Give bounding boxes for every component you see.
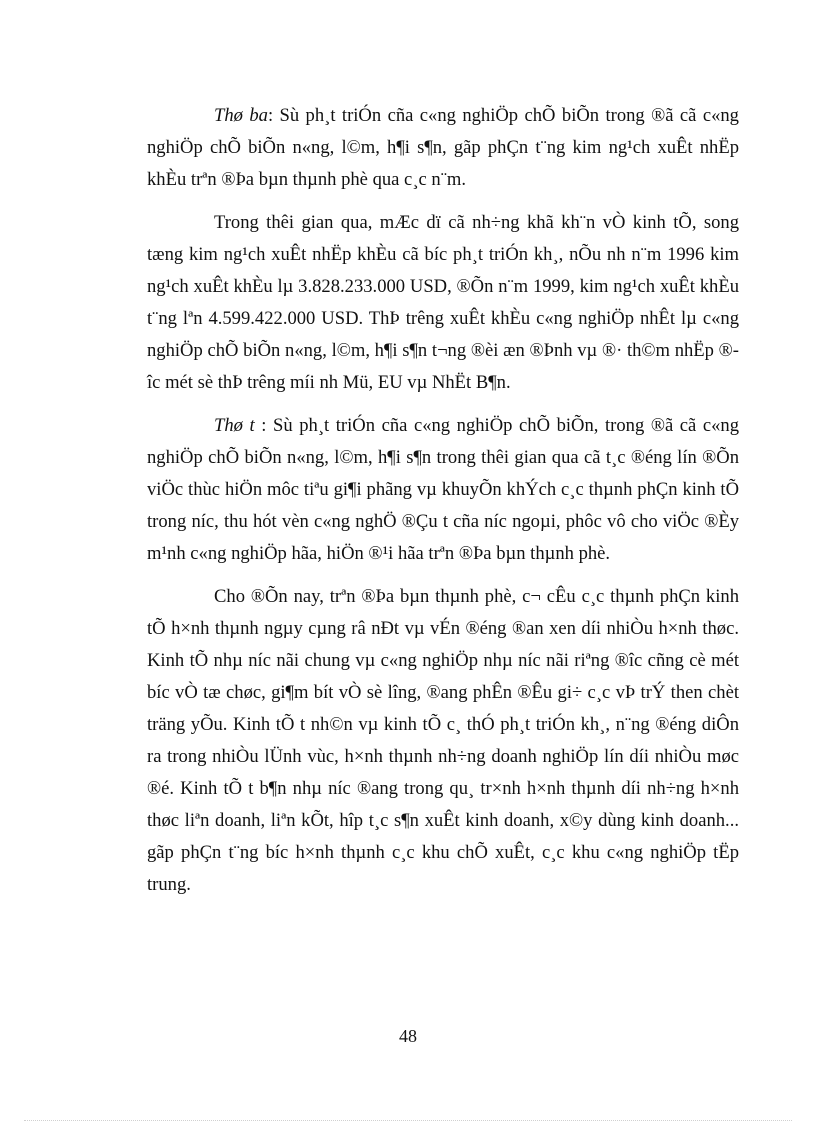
paragraph-2-text: Trong thêi gian qua, mÆc dï cã nh÷ng khã kh¨n vÒ kinh tÕ, song tæng kim ng¹ch xuÊt nhËp khÈu cã bíc ph¸t triÓn kh¸, nÕu nh n¨m 1996 kim ng¹ch xuÊt khÈu lµ 3.828.233.000 USD, ®Õn n¨m 1999, kim ng¹ch xuÊt khÈu t¨ng lªn 4.599.422.000 USD. ThÞ trêng xuÊt khÈu c«ng nghiÖp nhÊt lµ c«ng nghiÖp chÕ biÕn n«ng, l©m, h¶i s¶n t¬ng ®èi æn ®Þnh vµ ®· th©m nhËp ®îc mét sè thÞ trêng míi nh Mü, EU vµ NhËt B¶n. <box>147 212 739 393</box>
paragraph-4 <box>147 581 739 901</box>
paragraph-3-text: : Sù ph¸t triÓn cña c«ng nghiÖp chÕ biÕn, trong ®ã cã c«ng nghiÖp chÕ biÕn n«ng, l©m, h¶i s¶n trong thêi gian qua cã t¸c ®éng lín ®Õn viÖc thùc hiÖn môc tiªu gi¶i phãng vµ khuyÕn khÝch c¸c thµnh phÇn kinh tÕ trong níc, thu hót vèn c«ng nghÖ ®Çu t cña níc ngoµi, phôc vô cho viÖc ®Èy m¹nh c«ng nghiÖp hãa, hiÖn ®¹i hãa trªn ®Þa bµn thµnh phè. <box>147 415 739 564</box>
body-text <box>147 100 739 912</box>
paragraph-3-lead: Thø t <box>214 415 255 436</box>
paragraph-1 <box>147 100 739 196</box>
paragraph-1-text: : Sù ph¸t triÓn cña c«ng nghiÖp chÕ biÕn trong ®ã cã c«ng nghiÖp chÕ biÕn n«ng, l©m, h¶i s¶n, gãp phÇn t¨ng kim ng¹ch xuÊt nhËp khÈu trªn ®Þa bµn thµnh phè qua c¸c n¨m. <box>147 105 739 190</box>
paragraph-2 <box>147 207 739 399</box>
page-number: 48 <box>399 1026 417 1046</box>
paragraph-1-lead: Thø ba <box>214 105 268 126</box>
page-bottom-divider <box>24 1120 792 1121</box>
paragraph-3 <box>147 410 739 570</box>
paragraph-4-text: Cho ®Õn nay, trªn ®Þa bµn thµnh phè, c¬ cÊu c¸c thµnh phÇn kinh tÕ h×nh thµnh ngµy cµng râ nÐt vµ vÉn ®éng ®an xen díi nhiÒu h×nh thøc. Kinh tÕ nhµ níc nãi chung vµ c«ng nghiÖp nhµ níc nãi riªng ®îc cñng cè mét bíc vÒ tæ chøc, gi¶m bít vÒ sè lîng, ®ang phÊn ®Êu gi÷ c¸c vÞ trÝ then chèt träng yÕu. Kinh tÕ t nh©n vµ kinh tÕ c¸ thÓ ph¸t triÓn kh¸, n¨ng ®éng diÔn ra trong nhiÒu lÜnh vùc, h×nh thµnh nh÷ng doanh nghiÖp lín díi nhiÒu møc ®é. Kinh tÕ t b¶n nhµ níc ®ang trong qu¸ tr×nh h×nh thµnh díi nh÷ng h×nh thøc liªn doanh, liªn kÕt, hîp t¸c s¶n xuÊt kinh doanh, x©y dùng kinh doanh... gãp phÇn t¨ng bíc h×nh thµnh c¸c khu chÕ xuÊt, c¸c khu c«ng nghiÖp tËp trung. <box>147 586 739 895</box>
